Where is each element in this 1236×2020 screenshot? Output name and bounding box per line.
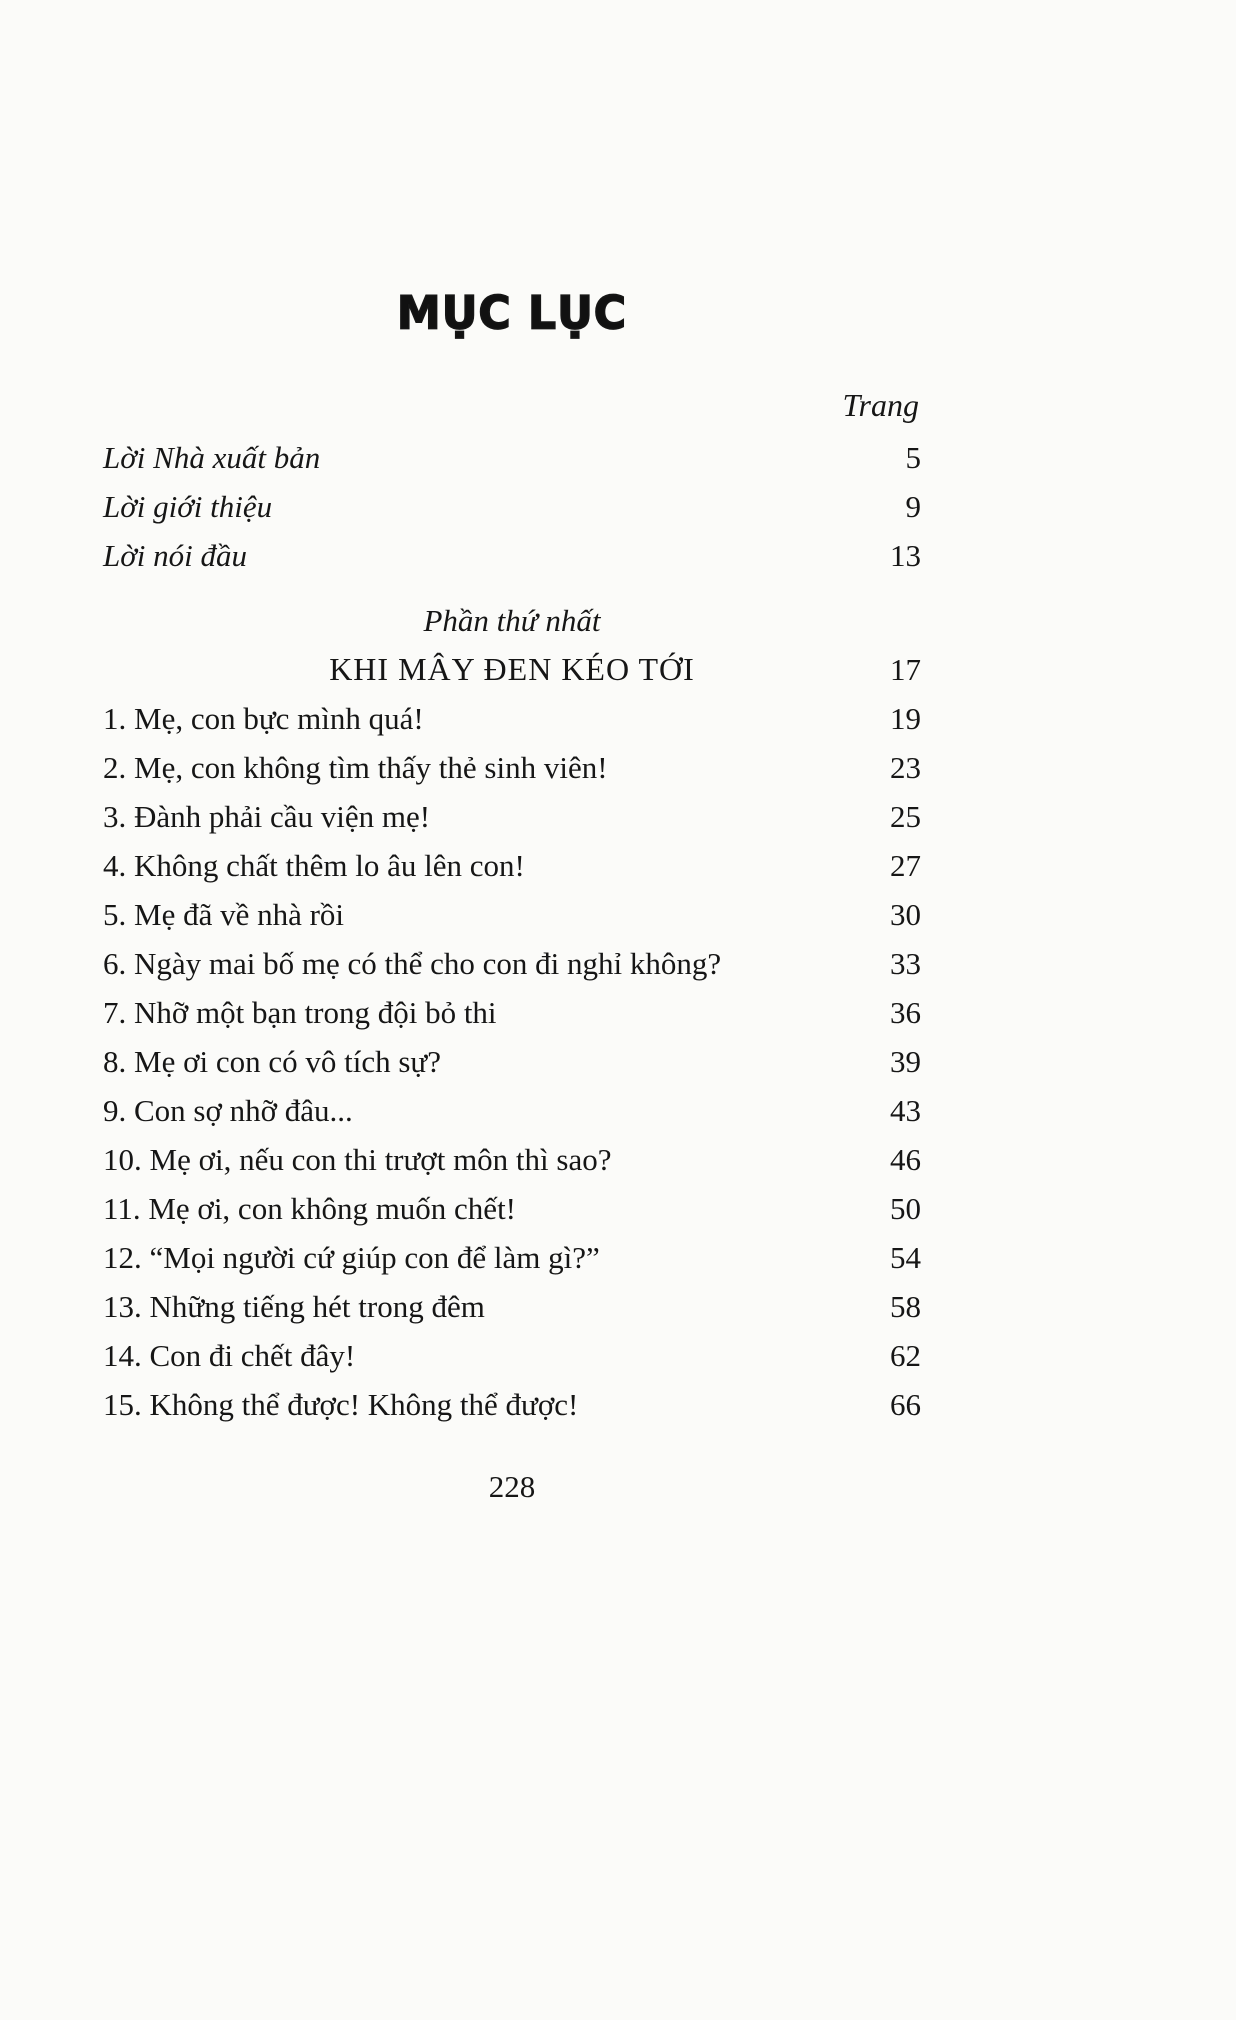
toc-entry [103,1380,921,1429]
toc-entry [103,988,921,1037]
page-column-header: Trang [842,387,919,423]
toc-entry-label: Lời Nhà xuất bản [103,440,321,475]
toc-entry-label: 3. Đành phải cầu viện mẹ! [103,799,431,834]
toc-entry-label: Lời nói đầu [103,538,248,573]
page-title: MỤC LỤC [396,286,628,341]
toc-entry [103,792,921,841]
toc-entry [103,1135,921,1184]
toc-entry [103,531,921,580]
toc-entry-page: 58 [890,1289,921,1324]
toc-entry [103,841,921,890]
toc-entry [103,1184,921,1233]
toc-entry [103,1233,921,1282]
toc-entry-page: 43 [890,1093,921,1128]
toc-entry-label: 5. Mẹ đã về nhà rồi [103,897,345,932]
toc-entry [103,1086,921,1135]
toc-entry-label: 14. Con đi chết đây! [103,1338,356,1373]
toc-entry-page: 13 [890,538,921,573]
toc-entry-page: 30 [890,897,921,932]
toc-entry-label: 6. Ngày mai bố mẹ có thể cho con đi nghỉ không? [103,946,722,981]
toc-entries-list [103,694,921,1429]
toc-entry-page: 54 [890,1240,921,1275]
toc-entry-page: 5 [905,440,921,475]
toc-entry [103,1037,921,1086]
toc-entry-page: 66 [890,1387,921,1422]
toc-entry-page: 36 [890,995,921,1030]
toc-entry-page: 23 [890,750,921,785]
toc-entry [103,1331,921,1380]
toc-entry-label: 15. Không thể được! Không thể được! [103,1387,579,1422]
toc-entry [103,694,921,743]
toc-entry-page: 27 [890,848,921,883]
folio-page-number: 228 [488,1469,536,1504]
toc-entry [103,939,921,988]
section-page: 17 [890,652,921,687]
toc-entry-label: 13. Những tiếng hét trong đêm [103,1289,485,1324]
section-heading-row [103,645,921,694]
toc-entry-label: 4. Không chất thêm lo âu lên con! [103,848,525,883]
toc-entry-label: 9. Con sợ nhỡ đâu... [103,1093,353,1128]
toc-entry-label: 10. Mẹ ơi, nếu con thi trượt môn thì sao? [103,1142,612,1177]
toc-entry-page: 33 [890,946,921,981]
toc-entry [103,482,921,531]
toc-entry [103,890,921,939]
toc-entry-page: 46 [890,1142,921,1177]
toc-entry-page: 62 [890,1338,921,1373]
toc-entry [103,1282,921,1331]
toc-entry-label: 8. Mẹ ơi con có vô tích sự? [103,1044,441,1079]
toc-entry-label: 7. Nhỡ một bạn trong đội bỏ thi [103,995,497,1030]
toc-entry-label: 2. Mẹ, con không tìm thấy thẻ sinh viên! [103,750,608,785]
toc-entry-page: 25 [890,799,921,834]
toc-content [103,0,921,1507]
part-label: Phần thứ nhất [423,603,601,638]
toc-entry-label: 12. “Mọi người cứ giúp con để làm gì?” [103,1240,600,1275]
toc-entry-page: 9 [905,489,921,524]
toc-entry-page: 19 [890,701,921,736]
toc-entry-label: 11. Mẹ ơi, con không muốn chết! [103,1191,517,1226]
toc-entry [103,433,921,482]
toc-entry-label: Lời giới thiệu [103,489,273,524]
front-matter-list [103,433,921,580]
toc-entry-label: 1. Mẹ, con bực mình quá! [103,701,424,736]
toc-entry [103,743,921,792]
toc-entry-page: 50 [890,1191,921,1226]
section-title: KHI MÂY ĐEN KÉO TỚI [329,651,695,687]
toc-entry-page: 39 [890,1044,921,1079]
